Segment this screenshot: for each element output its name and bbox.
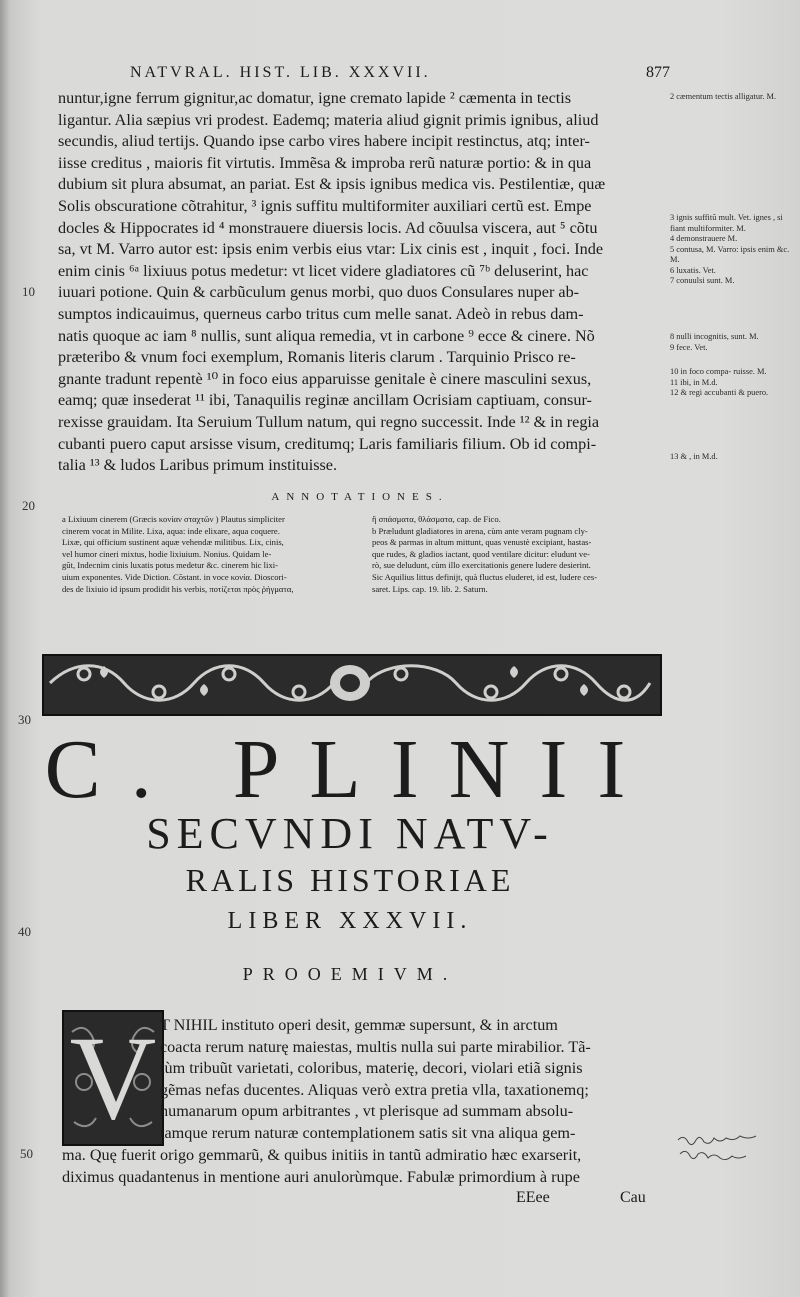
text-line: natis quoque ac iam ⁸ nullis, sunt aliqua remedia, vt in carbone ⁹ ecce & cinere. Nõ [58,326,595,345]
annotation-line: Sic Aquilius littus definijt, quà fluctus eluderet, id est, ludere ces- [372,571,598,582]
margin-note: 12 & regi accubanti & puero. [670,388,769,397]
proem-indented-text [160,1015,656,1145]
margin-notes-last [670,452,796,463]
title-line-2: SECVNDI NATV- [146,809,554,858]
annotation-line: rò, sue deludunt, cùm illo exercitationis genere ludere desierint. [372,560,591,571]
annotation-line: a Lixiuum cinerem (Græcis κονίαν σταχτῶν ) Plautus simpliciter [62,514,285,524]
annotations-right-column [372,514,664,595]
text-line: dubium sit plura absumat, an pariat. Est & ipsis ignibus medica vis. Pestilentiæ, quæ [58,175,606,194]
text-line: tùm tribuũt varietati, coloribus, materię, decori, violari etiã signis [160,1059,583,1078]
text-line: gẽmas nefas ducentes. Aliquas verò extra pretia vlla, taxationemq; [160,1080,589,1099]
annotation-line: que rudes, & gladios iactant, quod ventilare dicitur: eludunt ve- [372,548,590,559]
margin-note: 2 cæmentum tectis alligatur. M. [670,92,777,101]
text-line: sa, vt M. Varro autor est: ipsis enim verbis eius vtar: Lix cinis est , inquit , foci. Inde [58,240,604,259]
text-line: gnante tradunt repentè ¹⁰ in foco eius apparuisse genitale è cinere masculini sexus, [58,369,592,388]
annotation-line: peos & parmas in altum mittunt, quas venustè excipiant, hastas- [372,537,592,548]
annotation-line: des de lixiuio id ipsum prodidit his verbis, ποτίζεται πρὸς ῥήγματα, [62,583,294,594]
margin-note: 6 luxatis. Vet. [670,265,716,275]
text-line: docles & Hippocrates id ⁴ monstrauere diuersis locis. Ad cõuulsa viscera, aut ⁵ cõtu [58,218,598,237]
text-line: diximus quadantenus in mentione auri anulorùmque. Fabulæ primordium à rupe [62,1167,580,1186]
margin-note: 11 ibi, in M.d. [670,377,718,387]
text-line: rexisse grauidam. Ita Seruium Tullum natum, qui regno successit. Inde ¹² & in regia [58,412,600,431]
annotation-line: gũt, Indecnim cinis luxatis potus medetur &c. cinerem hic lixi- [62,560,278,571]
line-number: 20 [22,498,35,513]
text-line: præteribo & vnum foci exemplum, Romanis literis clarum . Tarquinio Prisco re- [58,348,576,367]
text-line: Solis obscuratione cõtrahitur, ³ ignis suffitu multiformiter auxiliari certũ est. Empe [58,196,592,215]
running-title: NATVRAL. HIST. LIB. XXXVII. [130,64,431,81]
decorative-headpiece [42,654,662,716]
text-line: T NIHIL instituto operi desit, gemmæ supersunt, & in arctum [160,1016,558,1034]
text-line: coacta rerum naturę maiestas, multis nulla sui parte mirabilior. Tã- [160,1037,591,1056]
annotations-left-column [62,514,362,595]
catchword: Cau [620,1189,646,1206]
text-line: iisse creditus , maioris fit virtutis. Immẽsa & improba rerũ naturæ portio: & in qua [58,153,592,172]
text-line: talia ¹³ & ludos Laribus primum instituisse. [58,456,338,475]
margin-note: 3 ignis suffitũ mult. Vet. ignes , si fiant multiformiter. M. [670,213,783,233]
text-line: tamque rerum naturæ contemplationem satis sit vna aliqua gem- [160,1123,576,1142]
text-line: iuuari potione. Quin & carbũculum genus morbi, quo duos Consulares nuper ab- [58,283,580,302]
title-book-number: LIBER XXXVII. [227,908,473,934]
text-line: nuntur,igne ferrum gignitur,ac domatur, igne cremato lapide ² cæmenta in tectis [58,89,572,107]
annotation-line: cinerem vocat in Milite. Lixa, aqua: inde elixare, aqua coquere. [62,525,280,536]
annotation-line: Lixæ, qui officium sustinent aquæ vehendæ militibus. Lix, cinis, [62,537,284,548]
text-line: humanarum opum arbitrantes , vt plerisque ad summam absolu- [160,1102,574,1121]
signature-mark: EEee [516,1189,550,1206]
proem-full-text [62,1145,656,1188]
text-line: enim cinis ⁶ᵃ lixiuus potus medetur: vt licet videre gladiatores cũ ⁷ᵇ deluserint, hac [58,261,589,280]
line-number: 30 [18,712,31,727]
handwritten-annotation-icon [676,1130,772,1170]
text-line: ligantur. Alia sæpius vri prodest. Eademq; materia aliud gignit primis ignibus, aliud [58,110,599,129]
margin-note: 7 conuulsi sunt. M. [670,276,735,285]
line-number: 10 [22,284,35,299]
margin-note: 4 demonstrauere M. [670,234,738,243]
margin-note: 9 fece. Vet. [670,342,708,352]
annotation-line: uium exponentes. Vide Diction. Cõstant. in voce κονία. Dioscori- [62,571,287,582]
text-line: cubanti puero caput arsisse visum, creditumq; Laris familiaris filium. Ob id compi- [58,434,597,453]
annotations-heading: ANNOTATIONES. [271,491,449,503]
foliage-ornament-icon [44,656,656,710]
margin-note: 13 & , in M.d. [670,452,718,461]
text-line: eamq; quæ insederat ¹¹ ibi, Tanaquilis reginæ ancillam Ocrisiam captiuam, consur- [58,391,592,410]
text-line: ma. Quę fuerit origo gemmarũ, & quibus initiis in tantũ admiratio hæc exarserit, [62,1146,582,1164]
decorated-initial [62,1010,164,1146]
drop-cap-letter: V [69,1011,157,1144]
margin-notes-top [670,92,796,103]
annotation-line: b Præludunt gladiatores in arena, cùm ante veram pugnam cly- [372,525,588,536]
line-number: 50 [20,1146,33,1161]
annotation-line: saret. Lips. cap. 19. lib. 2. Saturn. [372,583,488,594]
text-line: secundis, aliud tertijs. Quando ipse carbo vires habere incipit restinctus, atq; inter- [58,132,590,151]
page-number: 877 [646,64,670,81]
page-header [130,64,670,86]
margin-note: 8 nulli incognitis, sunt. M. [670,332,759,341]
text-line: sumptos indicauimus, querneus carbo tritus cum melle sanat. Adeò in rebus dam- [58,304,584,323]
margin-note: 10 in foco compa- ruisse. M. [670,367,767,376]
main-text [58,88,664,477]
title-prooemium: PROOEMIVM. [242,964,458,984]
margin-notes-mid [670,213,796,287]
title-author: C. PLINII [44,723,656,816]
margin-note: 5 contusa, M. Varro: ipsis enim &c. M. [670,244,790,264]
title-line-3: RALIS HISTORIAE [185,862,515,898]
margin-notes-low [670,332,796,399]
annotation-line: vel humor cineri mixtus, hodie lixiuium. Nonius. Quidam le- [62,548,272,559]
line-number: 40 [18,924,31,939]
annotation-line: ἢ σπάσματα, θλάσματα, cap. de Fico. [372,514,501,524]
